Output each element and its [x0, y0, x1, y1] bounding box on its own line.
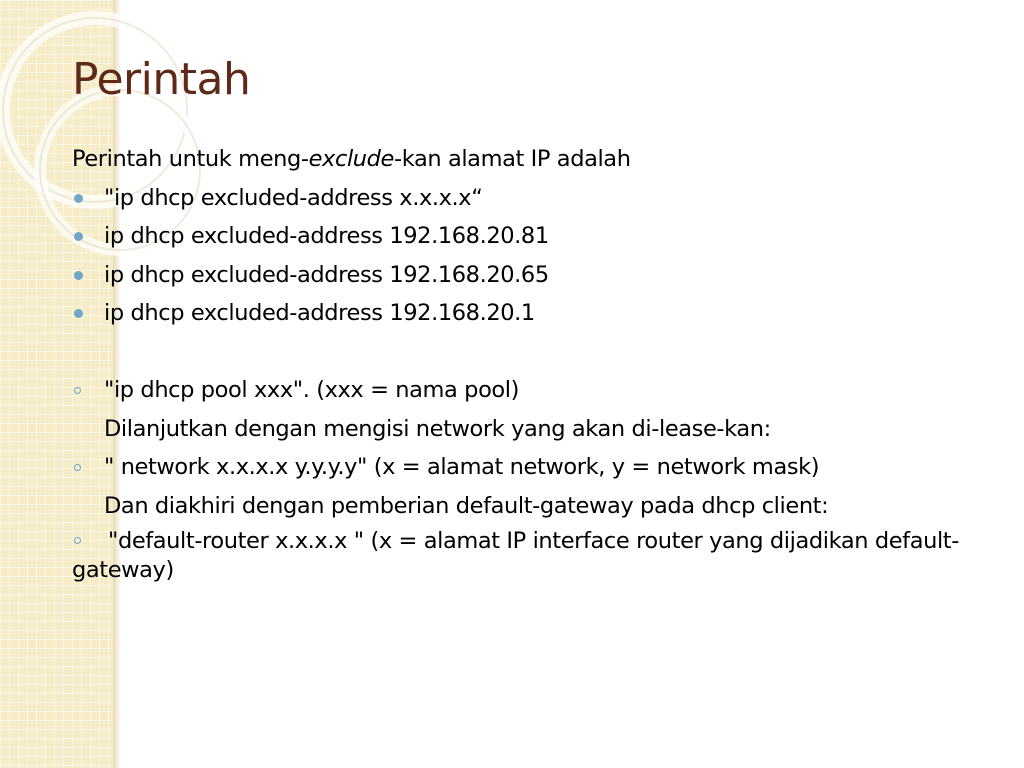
slide-title: Perintah [72, 54, 251, 105]
bullet-ring-icon [74, 464, 81, 471]
intro-text-after: -kan alamat IP adalah [393, 146, 631, 172]
intro-text-before: Perintah untuk meng- [72, 146, 309, 172]
slide-body [72, 140, 1002, 585]
list-item [72, 256, 1002, 295]
gateway-command-text: "default-router x.x.x.x " (x = alamat IP interface router yang dijadikan default-gateway) [72, 528, 959, 583]
bullet-ring-icon [74, 387, 81, 394]
list-item-text: ip dhcp excluded-address 192.168.20.1 [104, 300, 535, 326]
list-item-text: ip dhcp excluded-address 192.168.20.65 [104, 261, 549, 288]
list-item [72, 294, 1002, 333]
sub-list-item [72, 371, 1002, 410]
bullet-dot-icon [74, 232, 83, 241]
bullet-dot-icon [74, 271, 83, 280]
paragraph [72, 487, 1002, 526]
gateway-intro-text: Dan diakhiri dengan pemberian default-gateway pada dhcp client: [104, 492, 829, 519]
list-item-text: "ip dhcp excluded-address x.x.x.x“ [104, 184, 483, 211]
bullet-dot-icon [74, 194, 83, 203]
list-item [72, 179, 1002, 218]
network-command-text: " network x.x.x.x y.y.y.y" (x = alamat network, y = network mask) [104, 454, 820, 480]
network-intro-text: Dilanjutkan dengan mengisi network yang akan di-lease-kan: [104, 415, 771, 442]
paragraph [72, 410, 1002, 449]
intro-text-emphasis: exclude [308, 146, 394, 172]
sub-list-item [72, 525, 1002, 585]
list-item [72, 217, 1002, 256]
bullet-dot-icon [74, 309, 83, 318]
bullet-ring-icon [74, 537, 81, 544]
intro-line [72, 140, 1002, 179]
spacer [72, 333, 1002, 372]
sub-list-item [72, 448, 1002, 487]
pool-command-text: "ip dhcp pool xxx". (xxx = nama pool) [104, 377, 520, 403]
list-item-text: ip dhcp excluded-address 192.168.20.81 [104, 223, 549, 249]
